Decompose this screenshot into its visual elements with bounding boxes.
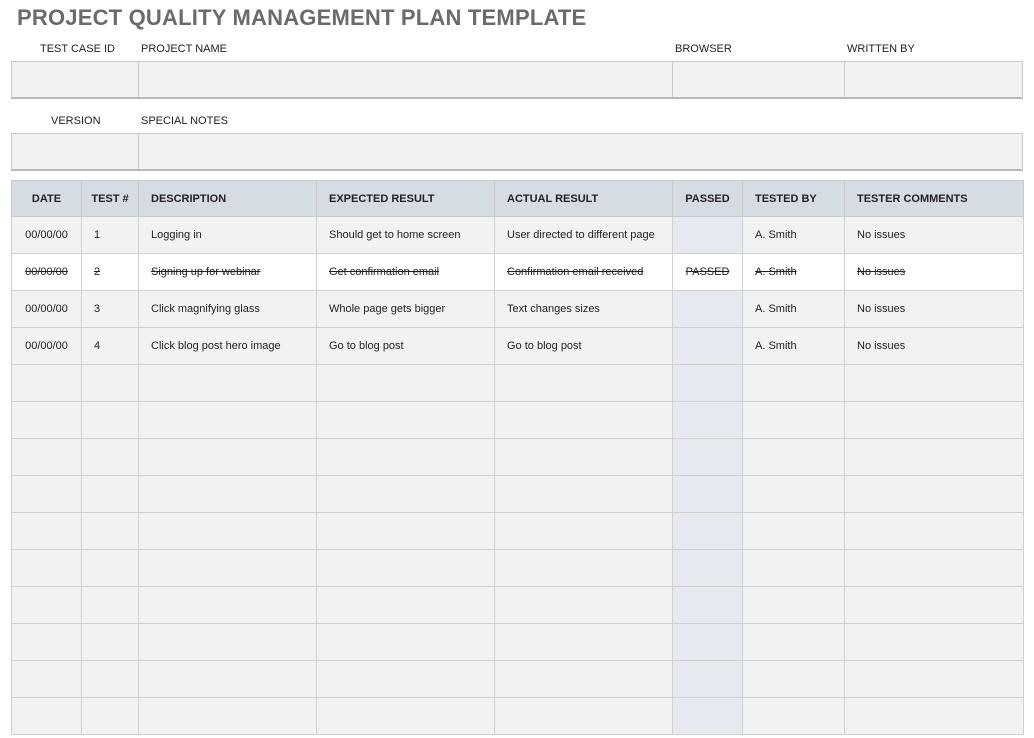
cell-actual-result[interactable] xyxy=(495,439,673,476)
cell-date[interactable] xyxy=(12,698,82,735)
cell-expected-result[interactable]: Should get to home screen xyxy=(317,217,495,254)
cell-test-number[interactable] xyxy=(82,661,139,698)
cell-expected-result[interactable] xyxy=(317,402,495,439)
cell-passed[interactable]: PASSED xyxy=(673,254,743,291)
cell-description[interactable]: Logging in xyxy=(139,217,317,254)
test-case-id-field[interactable] xyxy=(12,62,138,97)
column-header-passed: PASSED xyxy=(673,181,743,217)
cell-tester-comments[interactable] xyxy=(845,587,1024,624)
cell-tested-by[interactable] xyxy=(743,476,845,513)
cell-passed[interactable] xyxy=(673,550,743,587)
cell-test-number[interactable] xyxy=(82,439,139,476)
empty-table-row xyxy=(12,439,1024,476)
table-header-row xyxy=(12,181,1024,217)
cell-tester-comments[interactable] xyxy=(845,624,1024,661)
empty-table-row xyxy=(12,661,1024,698)
column-header-tested-by: TESTED BY xyxy=(743,181,845,217)
table-row xyxy=(12,217,1024,254)
cell-test-number[interactable] xyxy=(82,587,139,624)
cell-tested-by[interactable] xyxy=(743,661,845,698)
written-by-field[interactable] xyxy=(845,62,1022,97)
cell-expected-result[interactable] xyxy=(317,476,495,513)
cell-expected-result[interactable] xyxy=(317,439,495,476)
cell-actual-result[interactable] xyxy=(495,550,673,587)
cell-test-number[interactable] xyxy=(82,624,139,661)
special-notes-label: SPECIAL NOTES xyxy=(141,115,229,127)
cell-tester-comments[interactable]: No issues xyxy=(845,328,1024,365)
cell-test-number[interactable]: 3 xyxy=(82,291,139,328)
cell-description[interactable] xyxy=(139,550,317,587)
cell-test-number[interactable] xyxy=(82,698,139,735)
cell-expected-result[interactable] xyxy=(317,587,495,624)
cell-description[interactable]: Signing up for webinar xyxy=(139,254,317,291)
cell-date[interactable] xyxy=(12,661,82,698)
empty-table-row xyxy=(12,513,1024,550)
cell-date[interactable]: 00/00/00 xyxy=(12,328,82,365)
cell-tested-by[interactable] xyxy=(743,365,845,402)
cell-expected-result[interactable]: Go to blog post xyxy=(317,328,495,365)
cell-expected-result[interactable]: Get confirmation email xyxy=(317,254,495,291)
cell-tester-comments[interactable] xyxy=(845,513,1024,550)
version-label: VERSION xyxy=(51,115,101,127)
cell-passed[interactable] xyxy=(673,587,743,624)
cell-expected-result[interactable] xyxy=(317,624,495,661)
cell-passed[interactable] xyxy=(673,402,743,439)
cell-description[interactable] xyxy=(139,661,317,698)
cell-tester-comments[interactable]: No issues xyxy=(845,291,1024,328)
cell-tested-by[interactable] xyxy=(743,698,845,735)
cell-passed[interactable] xyxy=(673,698,743,735)
cell-description[interactable] xyxy=(139,365,317,402)
cell-actual-result[interactable]: User directed to different page xyxy=(495,217,673,254)
cell-description[interactable] xyxy=(139,439,317,476)
cell-tested-by[interactable]: A. Smith xyxy=(743,291,845,328)
cell-tester-comments[interactable] xyxy=(845,476,1024,513)
cell-tester-comments[interactable]: No issues xyxy=(845,217,1024,254)
cell-actual-result[interactable] xyxy=(495,624,673,661)
empty-table-row xyxy=(12,550,1024,587)
cell-test-number[interactable]: 2 xyxy=(82,254,139,291)
cell-tester-comments[interactable]: No issues xyxy=(845,254,1024,291)
column-header-actual-result: ACTUAL RESULT xyxy=(495,181,673,217)
cell-test-number[interactable] xyxy=(82,402,139,439)
cell-tested-by[interactable]: A. Smith xyxy=(743,217,845,254)
cell-passed[interactable] xyxy=(673,661,743,698)
column-header-tester-comments: TESTER COMMENTS xyxy=(845,181,1024,217)
cell-test-number[interactable] xyxy=(82,476,139,513)
cell-date[interactable] xyxy=(12,624,82,661)
cell-expected-result[interactable] xyxy=(317,513,495,550)
cell-passed[interactable] xyxy=(673,439,743,476)
project-name-label: PROJECT NAME xyxy=(141,43,227,55)
cell-date[interactable]: 00/00/00 xyxy=(12,254,82,291)
test-case-table xyxy=(11,180,1024,735)
column-header-date: DATE xyxy=(12,181,82,217)
empty-table-row xyxy=(12,365,1024,402)
cell-passed[interactable] xyxy=(673,365,743,402)
cell-tester-comments[interactable] xyxy=(845,402,1024,439)
column-header-description: DESCRIPTION xyxy=(139,181,317,217)
cell-date[interactable] xyxy=(12,439,82,476)
cell-actual-result[interactable] xyxy=(495,476,673,513)
header-fields-row-2 xyxy=(11,133,1023,171)
cell-tested-by[interactable] xyxy=(743,624,845,661)
cell-expected-result[interactable] xyxy=(317,698,495,735)
cell-actual-result[interactable]: Go to blog post xyxy=(495,328,673,365)
cell-date[interactable]: 00/00/00 xyxy=(12,291,82,328)
cell-actual-result[interactable] xyxy=(495,698,673,735)
cell-date[interactable] xyxy=(12,513,82,550)
cell-passed[interactable] xyxy=(673,291,743,328)
page-title: PROJECT QUALITY MANAGEMENT PLAN TEMPLATE xyxy=(17,5,587,30)
cell-description[interactable]: Click magnifying glass xyxy=(139,291,317,328)
cell-expected-result[interactable] xyxy=(317,550,495,587)
project-name-field[interactable] xyxy=(139,62,672,97)
cell-actual-result[interactable]: Confirmation email received xyxy=(495,254,673,291)
cell-description[interactable] xyxy=(139,513,317,550)
cell-test-number[interactable] xyxy=(82,550,139,587)
version-field[interactable] xyxy=(12,134,138,169)
cell-tester-comments[interactable] xyxy=(845,439,1024,476)
cell-tester-comments[interactable] xyxy=(845,661,1024,698)
cell-actual-result[interactable] xyxy=(495,402,673,439)
table-row xyxy=(12,254,1024,291)
cell-actual-result[interactable] xyxy=(495,513,673,550)
cell-tester-comments[interactable] xyxy=(845,365,1024,402)
table-row xyxy=(12,328,1024,365)
cell-tested-by[interactable] xyxy=(743,402,845,439)
special-notes-field[interactable] xyxy=(139,134,1022,169)
cell-description[interactable] xyxy=(139,476,317,513)
cell-tester-comments[interactable] xyxy=(845,550,1024,587)
empty-table-row xyxy=(12,476,1024,513)
cell-actual-result[interactable] xyxy=(495,587,673,624)
cell-tested-by[interactable]: A. Smith xyxy=(743,254,845,291)
cell-description[interactable] xyxy=(139,698,317,735)
test-case-id-label: TEST CASE ID xyxy=(40,43,115,55)
empty-table-row xyxy=(12,587,1024,624)
cell-date[interactable] xyxy=(12,587,82,624)
column-header-test-number: TEST # xyxy=(82,181,139,217)
table-row xyxy=(12,291,1024,328)
cell-actual-result[interactable]: Text changes sizes xyxy=(495,291,673,328)
cell-passed[interactable] xyxy=(673,513,743,550)
cell-test-number[interactable] xyxy=(82,513,139,550)
cell-passed[interactable] xyxy=(673,328,743,365)
empty-table-row xyxy=(12,698,1024,735)
cell-description[interactable] xyxy=(139,402,317,439)
cell-date[interactable] xyxy=(12,402,82,439)
cell-description[interactable]: Click blog post hero image xyxy=(139,328,317,365)
cell-tested-by[interactable] xyxy=(743,587,845,624)
cell-description[interactable] xyxy=(139,624,317,661)
column-header-expected-result: EXPECTED RESULT xyxy=(317,181,495,217)
cell-actual-result[interactable] xyxy=(495,661,673,698)
cell-test-number[interactable] xyxy=(82,365,139,402)
cell-expected-result[interactable]: Whole page gets bigger xyxy=(317,291,495,328)
cell-tester-comments[interactable] xyxy=(845,698,1024,735)
cell-date[interactable] xyxy=(12,476,82,513)
empty-table-row xyxy=(12,624,1024,661)
cell-expected-result[interactable] xyxy=(317,661,495,698)
browser-field[interactable] xyxy=(673,62,844,97)
cell-date[interactable] xyxy=(12,365,82,402)
cell-tested-by[interactable] xyxy=(743,439,845,476)
cell-passed[interactable] xyxy=(673,624,743,661)
written-by-label: WRITTEN BY xyxy=(847,43,915,55)
cell-passed[interactable] xyxy=(673,476,743,513)
cell-test-number[interactable]: 1 xyxy=(82,217,139,254)
empty-table-row xyxy=(12,402,1024,439)
header-fields-row-1 xyxy=(11,61,1023,99)
cell-expected-result[interactable] xyxy=(317,365,495,402)
cell-date[interactable] xyxy=(12,550,82,587)
cell-date[interactable]: 00/00/00 xyxy=(12,217,82,254)
cell-passed[interactable] xyxy=(673,217,743,254)
cell-actual-result[interactable] xyxy=(495,365,673,402)
cell-description[interactable] xyxy=(139,587,317,624)
cell-tested-by[interactable] xyxy=(743,513,845,550)
cell-tested-by[interactable] xyxy=(743,550,845,587)
browser-label: BROWSER xyxy=(675,43,732,55)
cell-test-number[interactable]: 4 xyxy=(82,328,139,365)
cell-tested-by[interactable]: A. Smith xyxy=(743,328,845,365)
